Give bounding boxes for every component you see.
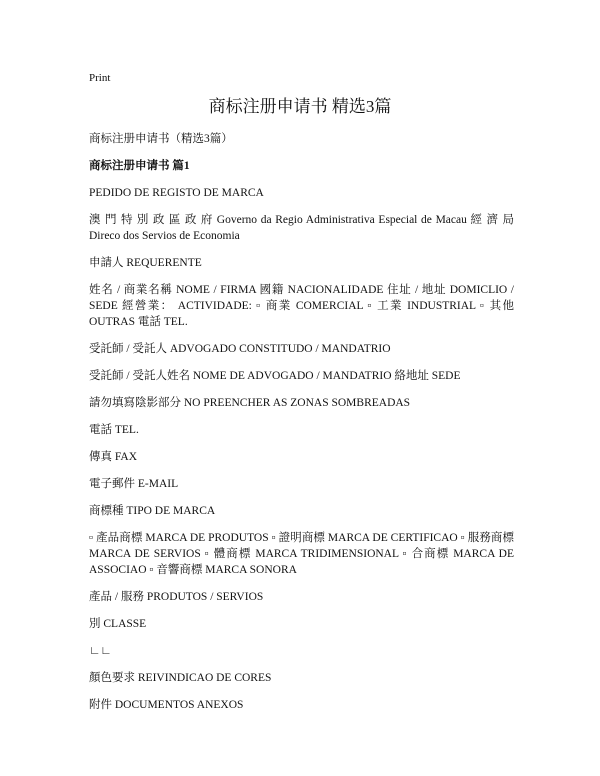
print-link[interactable]: Print (89, 72, 111, 84)
paragraph: 顏色要求 REIVINDICAO DE CORES (89, 672, 272, 684)
paragraph: 受託師 / 受託人姓名 NOME DE ADVOGADO / MANDATRIO 絡地址 SEDE (89, 370, 461, 382)
paragraph: 商标注册申请书（精选3篇） (89, 133, 233, 145)
document-body (89, 131, 514, 724)
paragraph: ▫ 產品商標 MARCA DE PRODUTOS ▫ 證明商標 MARCA DE CERTIFICAO ▫ 服務商標 MARCA DE SERVIOS ▫ 體商標 MARCA TRIDIMENSIONAL ▫ 合商標 MARCA DE ASSOCIAO ▫ 音響商標 MARCA SONORA (89, 532, 514, 576)
paragraph: 電子郵件 E-MAIL (89, 478, 179, 490)
paragraph: PEDIDO DE REGISTO DE MARCA (89, 187, 264, 199)
paragraph: 附件 DOCUMENTOS ANEXOS (89, 699, 244, 711)
section-heading: 商标注册申请书 篇1 (89, 160, 190, 172)
paragraph: ∟∟ (89, 645, 112, 657)
paragraph: 申請人 REQUERENTE (89, 257, 202, 269)
paragraph: 別 CLASSE (89, 618, 147, 630)
paragraph: 傳真 FAX (89, 451, 138, 463)
paragraph: 電話 TEL. (89, 424, 139, 436)
paragraph: 產品 / 服務 PRODUTOS / SERVIOS (89, 591, 264, 603)
paragraph: 澳 門 特 別 政 區 政 府 Governo da Regio Administrativa Especial de Macau 經 濟 局 Direco dos Servios de Economia (89, 214, 514, 242)
paragraph: 受託師 / 受託人 ADVOGADO CONSTITUDO / MANDATRIO (89, 343, 391, 355)
paragraph: 姓名 / 商業名稱 NOME / FIRMA 國籍 NACIONALIDADE 住址 / 地址 DOMICLIO / SEDE 經營業： ACTIVIDADE: ▫ 商業 COMERCIAL ▫ 工業 INDUSTRIAL ▫ 其他 OUTRAS 電話 TEL. (89, 284, 514, 328)
document-title: 商标注册申请书 精选3篇 (208, 97, 392, 116)
paragraph: 請勿填寫陰影部分 NO PREENCHER AS ZONAS SOMBREADAS (89, 397, 411, 409)
paragraph: 商標種 TIPO DE MARCA (89, 505, 216, 517)
